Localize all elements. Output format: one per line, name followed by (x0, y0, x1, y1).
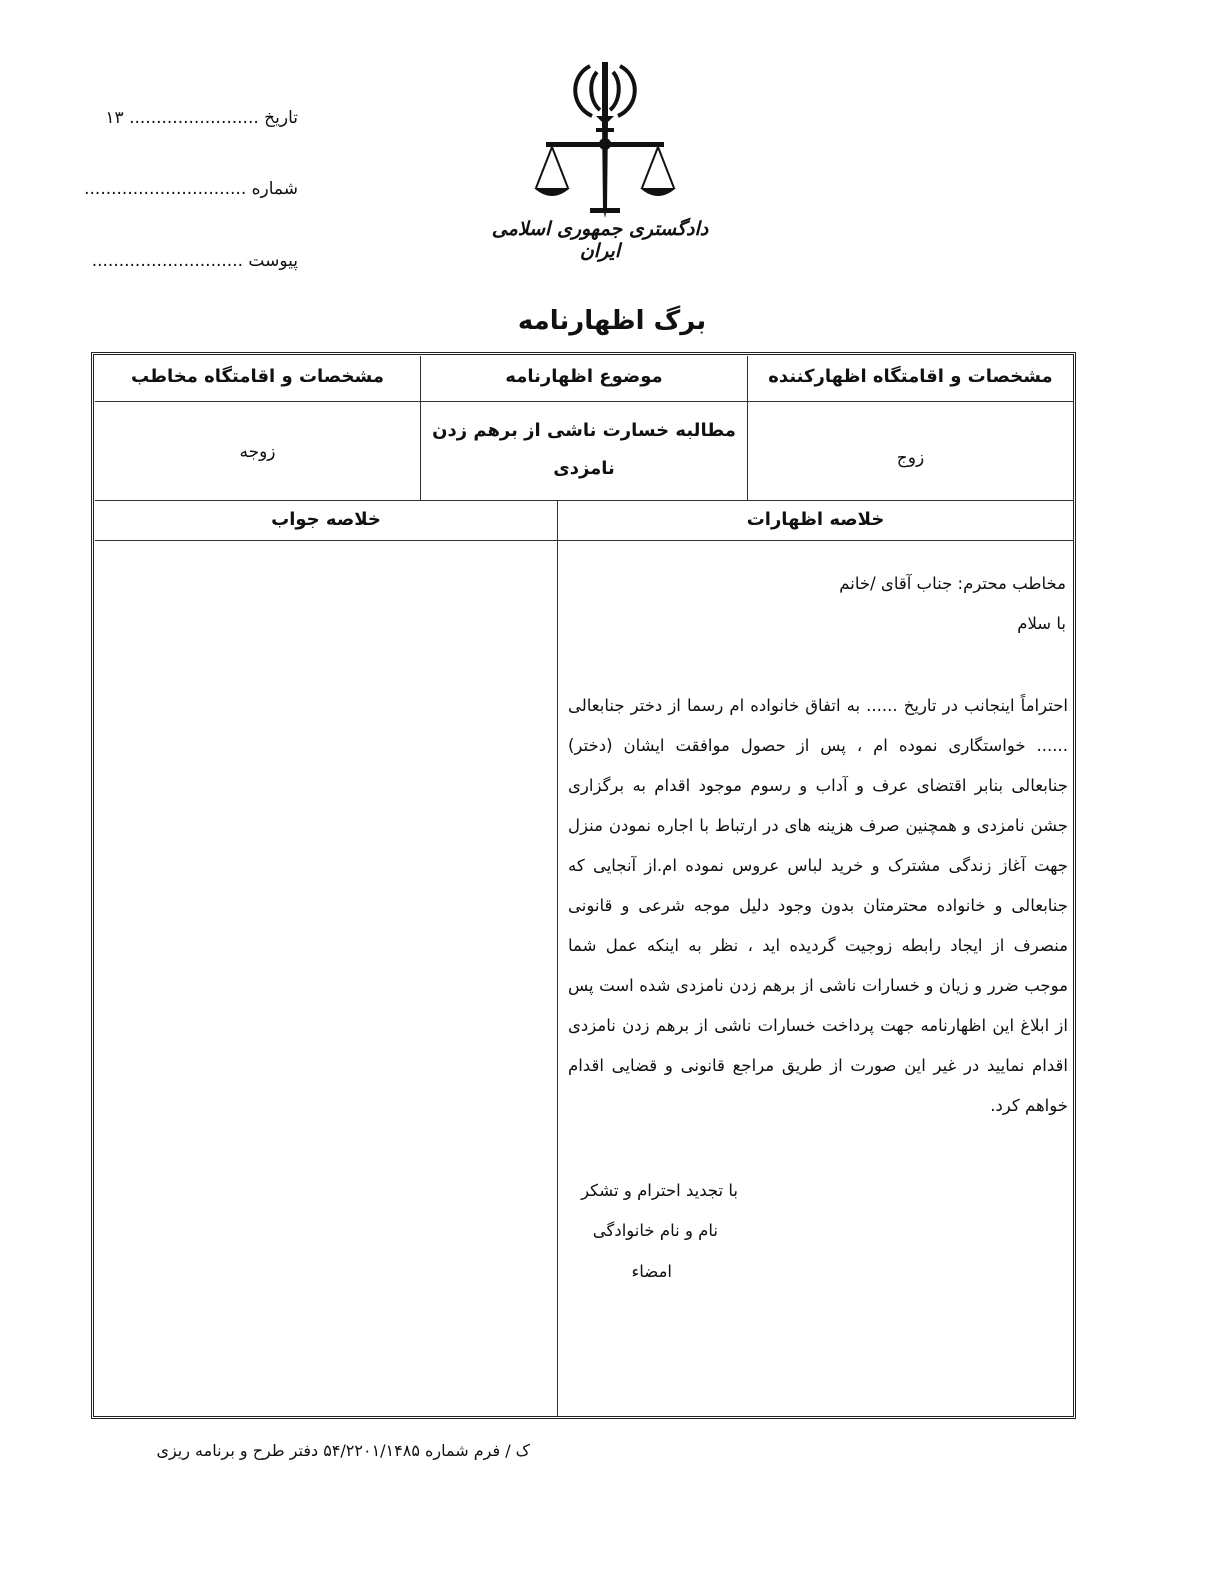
salutation: مخاطب محترم: جناب آقای /خانم (839, 574, 1066, 593)
addressee-value: زوجه (239, 442, 276, 462)
subject-header: موضوع اظهارنامه (505, 366, 663, 387)
number-field: شماره .............................. (84, 179, 298, 199)
form-footer: ک / فرم شماره ۵۴/۲۲۰۱/۱۴۸۵ دفتر طرح و برنامه ریزی (156, 1441, 530, 1460)
name-line: نام و نام خانوادگی (592, 1221, 718, 1240)
reply-header: خلاصه جواب (271, 509, 381, 530)
row-divider-2 (95, 540, 1073, 541)
statement-paragraph: احتراماً اینجانب در تاریخ ...... به اتفاق خانواده ام رسما از دختر جنابعالی ...... خواستگاری نموده ام ، پس از حصول موافقت ایشان (دختر) جنابعالی بنابر اقتضای عرف و آداب و رسوم موجود اقدام به برگزاری جشن نامزدی و همچنین صرف هزینه های در ارتباط با اجاره نمودن منزل جهت آغاز زندگی مشترک و خرید لباس عروس نموده ام.از آنجایی که جنابعالی و خانواده محترمتان بدون وجود دلیل موجه شرعی و قانونی منصرف از ایجاد رابطه زوجیت گردیده اید ، نظر به اینکه عمل شما موجب ضرر و زیان و خسارات ناشی از برهم زدن نامزدی شده است پس از ابلاغ این اظهارنامه جهت پرداخت خسارات ناشی از برهم زدن نامزدی اقدام نمایید در غیر این صورت از طریق مراجع قانونی و قضایی اقدام خواهم کرد. (568, 696, 1068, 1115)
addressee-header: مشخصات و اقامتگاه مخاطب (131, 366, 384, 387)
column-divider-body (557, 500, 558, 1416)
attachment-field: پیوست ............................ (91, 251, 298, 271)
subject-value-line2: نامزدی (553, 458, 615, 479)
judiciary-scales-emblem-icon (530, 58, 680, 223)
statements-header: خلاصه اظهارات (746, 509, 885, 530)
closing-line: با تجدید احترام و تشکر (581, 1181, 738, 1200)
date-field: تاریخ ........................ ۱۳ (105, 108, 298, 128)
declarant-value: زوج (896, 448, 925, 468)
form-title: برگ اظهارنامه (517, 306, 707, 336)
subject-value-line1: مطالبه خسارت ناشی از برهم زدن (432, 420, 736, 441)
signature-line: امضاء (631, 1262, 672, 1281)
greeting: با سلام (1017, 614, 1066, 633)
declarant-header: مشخصات و اقامتگاه اظهارکننده (768, 366, 1053, 387)
row-divider (95, 500, 1073, 501)
emblem-caption: دادگستری جمهوری اسلامی ایران (491, 218, 709, 262)
